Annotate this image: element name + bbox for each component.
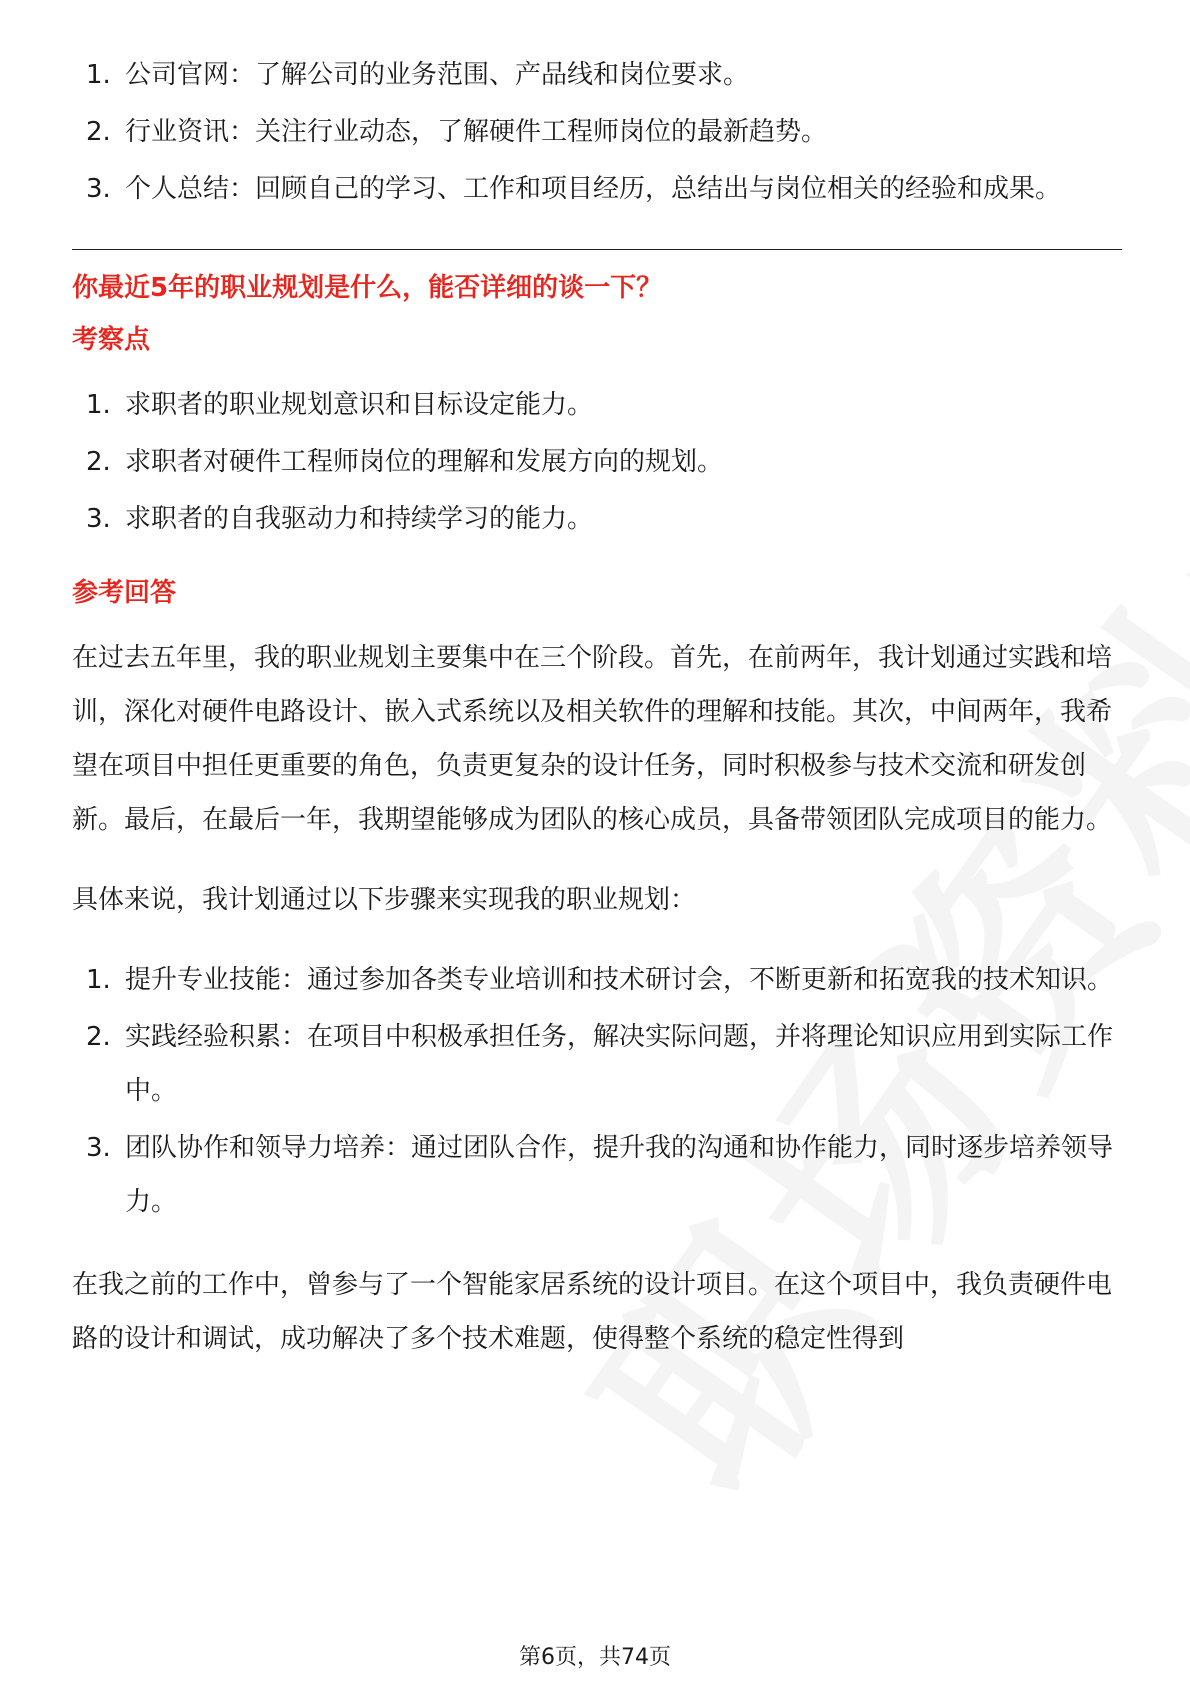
- list-item: [72, 953, 1122, 1007]
- list-item: [72, 1121, 1122, 1229]
- list-item: [72, 435, 1122, 489]
- answer-paragraph: 具体来说，我计划通过以下步骤来实现我的职业规划：: [72, 885, 697, 915]
- list-text: 实践经验积累：在项目中积极承担任务，解决实际问题，并将理论知识应用到实际工作中。: [125, 1022, 1114, 1106]
- list-number: 2.: [86, 117, 111, 147]
- list-item: [72, 48, 1122, 102]
- list-item: [72, 492, 1122, 546]
- list-item: [72, 378, 1122, 432]
- list-number: 3.: [86, 1133, 111, 1163]
- answer-paragraph: 在我之前的工作中，曾参与了一个智能家居系统的设计项目。在这个项目中，我负责硬件电路的设计和调试，成功解决了多个技术难题，使得整个系统的稳定性得到: [72, 1270, 1113, 1354]
- list-text: 求职者的自我驱动力和持续学习的能力。: [125, 504, 594, 534]
- list-number: 2.: [86, 447, 111, 477]
- list-text: 提升专业技能：通过参加各类专业培训和技术研讨会，不断更新和拓宽我的技术知识。: [125, 965, 1114, 995]
- answer-heading: 参考回答: [72, 578, 177, 608]
- steps-list: [72, 953, 1122, 1229]
- points-list: [72, 378, 1122, 546]
- list-text: 公司官网：了解公司的业务范围、产品线和岗位要求。: [125, 60, 750, 90]
- resource-list: [72, 48, 1122, 216]
- list-text: 求职者对硬件工程师岗位的理解和发展方向的规划。: [125, 447, 724, 477]
- list-number: 3.: [86, 174, 111, 204]
- list-number: 1.: [86, 60, 111, 90]
- page-number: 第6页，共74页: [519, 1645, 671, 1670]
- list-text: 个人总结：回顾自己的学习、工作和项目经历，总结出与岗位相关的经验和成果。: [125, 174, 1062, 204]
- answer-paragraph: 在过去五年里，我的职业规划主要集中在三个阶段。首先，在前两年，我计划通过实践和培训，深化对硬件电路设计、嵌入式系统以及相关软件的理解和技能。其次，中间两年，我希望在项目中担任更重要的角色，负责更复杂的设计任务，同时积极参与技术交流和研发创新。最后，在最后一年，我期望能够成为团队的核心成员，具备带领团队完成项目的能力。: [72, 643, 1113, 835]
- interview-question: 你最近5年的职业规划是什么，能否详细的谈一下？: [72, 273, 663, 303]
- list-number: 3.: [86, 504, 111, 534]
- list-number: 1.: [86, 965, 111, 995]
- list-number: 1.: [86, 390, 111, 420]
- list-text: 求职者的职业规划意识和目标设定能力。: [125, 390, 594, 420]
- list-item: [72, 162, 1122, 216]
- list-item: [72, 1010, 1122, 1118]
- list-text: 团队协作和领导力培养：通过团队合作，提升我的沟通和协作能力，同时逐步培养领导力。: [125, 1133, 1114, 1217]
- document-content: [72, 48, 1122, 1366]
- points-heading: 考察点: [72, 325, 151, 355]
- list-number: 2.: [86, 1022, 111, 1052]
- list-item: [72, 105, 1122, 159]
- list-text: 行业资讯：关注行业动态，了解硬件工程师岗位的最新趋势。: [125, 117, 828, 147]
